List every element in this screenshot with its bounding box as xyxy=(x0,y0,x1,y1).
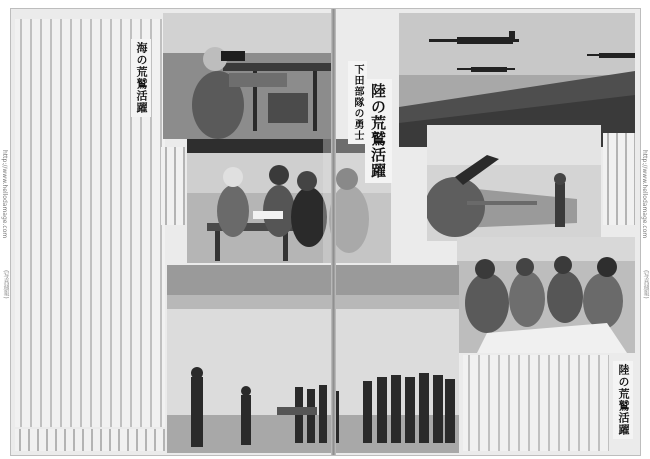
caption-bottom-left xyxy=(15,429,165,451)
caption-middle-photo xyxy=(161,147,185,225)
caption-pilot-photo xyxy=(603,133,635,225)
side-label-right: (写真週報) xyxy=(642,270,649,299)
land-eagles-heading-bottom: 陸の荒鷲活躍 xyxy=(613,361,633,439)
magazine-spread xyxy=(10,8,641,456)
side-url-right: http://www.hellodamage.com xyxy=(641,150,648,239)
photo-men-on-airfield xyxy=(167,265,459,453)
photo-officer-binoculars xyxy=(163,13,333,139)
photo-pilot-with-plane xyxy=(427,125,601,241)
side-label-left: (写真週報) xyxy=(2,270,9,299)
land-eagles-heading: 陸の荒鷲活躍 xyxy=(365,79,392,183)
photo-crew-resting xyxy=(457,237,635,353)
land-eagles-subheading: 下田部隊の勇士 xyxy=(348,61,367,144)
page-gutter xyxy=(331,9,336,455)
sea-eagles-heading: 海の荒鷲活躍 xyxy=(131,39,151,117)
side-url-left: http://www.hellodamage.com xyxy=(1,150,8,239)
article-text-bottom-right xyxy=(463,355,609,451)
photo-officers-with-map xyxy=(187,139,391,263)
